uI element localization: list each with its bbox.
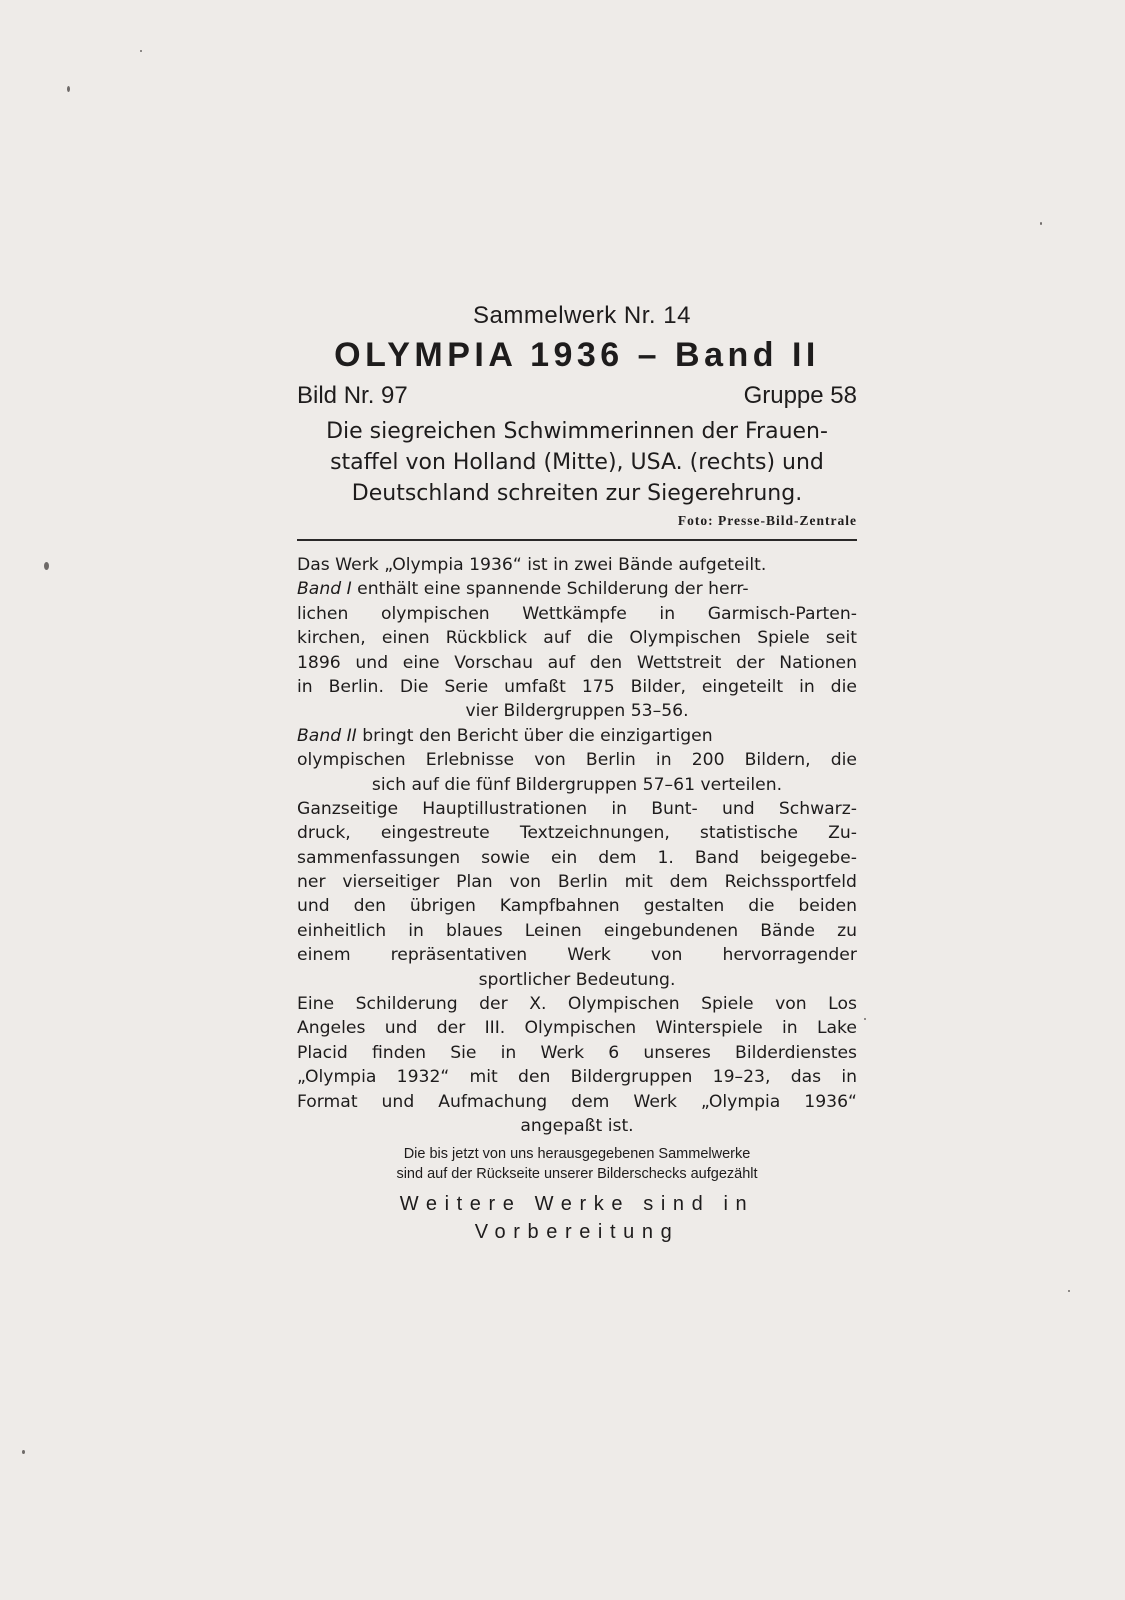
text-line: ner vierseitiger Plan von Berlin mit dem Reichssportfeld [297,872,857,893]
divider [297,539,857,541]
text-line: olympischen Erlebnisse von Berlin in 200 Bildern, die [297,750,857,771]
text-line: Band II bringt den Bericht über die einzigartigen [297,725,713,746]
text-line: Ganzseitige Hauptillustrationen in Bunt- und Schwarz- [297,798,857,819]
caption-line: Deutschland schreiten zur Siegerehrung. [351,481,803,506]
text-line: sportlicher Bedeutung. [478,969,676,990]
paper-speck [1068,1290,1070,1292]
text-line: Das Werk „Olympia 1936“ ist in zwei Bände aufgeteilt. [297,555,767,575]
main-title: OLYMPIA 1936 – Band II [334,336,820,374]
text-line: Placid finden Sie in Werk 6 unseres Bilderdienstes [297,1042,857,1063]
group-number: Gruppe 58 [743,382,857,409]
card-back-text [297,300,857,1244]
text-line: vier Bildergruppen 53–56. [465,701,689,722]
text-line: sammenfassungen sowie ein dem 1. Band beigegebe- [297,847,857,868]
text-line: Band I enthält eine spannende Schilderung der herr- [297,579,749,600]
text-line: 1896 und eine Vorschau auf den Wettstreit der Nationen [297,652,857,673]
caption-line: staffel von Holland (Mitte), USA. (rechts) und [330,450,824,475]
band-label: Band II [297,725,357,746]
text-line: sich auf die fünf Bildergruppen 57–61 verteilen. [371,774,783,795]
text-line: Eine Schilderung der X. Olympischen Spiele von Los [297,994,857,1015]
text-line: Format und Aufmachung dem Werk „Olympia 1936“ [297,1091,857,1112]
picture-caption [297,416,857,509]
text-line: und den übrigen Kampfbahnen gestalten die beiden [297,896,857,917]
text-line: angepaßt ist. [520,1115,634,1136]
band-label: Band I [297,579,352,600]
note-line: Die bis jetzt von uns herausgegebenen Sammelwerke [403,1146,751,1163]
paper-speck [22,1450,25,1454]
series-heading: Sammelwerk Nr. 14 [473,302,691,329]
text-line: einem repräsentativen Werk von hervorragender [297,945,857,966]
paper-speck [44,562,49,570]
text-line: druck, eingestreute Textzeichnungen, statistische Zu- [297,823,857,844]
text-line: „Olympia 1932“ mit den Bildergruppen 19–23, das in [297,1067,857,1088]
photo-credit: Foto: Presse-Bild-Zentrale [677,513,857,528]
footer-line: Weitere Werke sind in Vorbereitung [399,1193,755,1244]
text-line: einheitlich in blaues Leinen eingebundenen Bände zu [297,920,857,941]
paper-speck [1040,222,1042,225]
paper-speck [67,86,70,92]
picture-info-row [297,380,857,412]
text-line: kirchen, einen Rückblick auf die Olympischen Spiele seit [297,628,857,649]
paper-speck [140,50,142,52]
series-note [297,1144,857,1184]
text-line: Angeles und der III. Olympischen Winterspiele in Lake [297,1018,857,1039]
description-text [297,553,857,1138]
note-line: sind auf der Rückseite unserer Bilderschecks aufgezählt [396,1166,758,1183]
picture-number: Bild Nr. 97 [297,382,408,409]
text-line: in Berlin. Die Serie umfaßt 175 Bilder, eingeteilt in die [297,676,857,697]
caption-line: Die siegreichen Schwimmerinnen der Frauen- [326,419,828,444]
text-line: lichen olympischen Wettkämpfe in Garmisch-Parten- [297,603,857,624]
paper-speck [864,1018,866,1020]
